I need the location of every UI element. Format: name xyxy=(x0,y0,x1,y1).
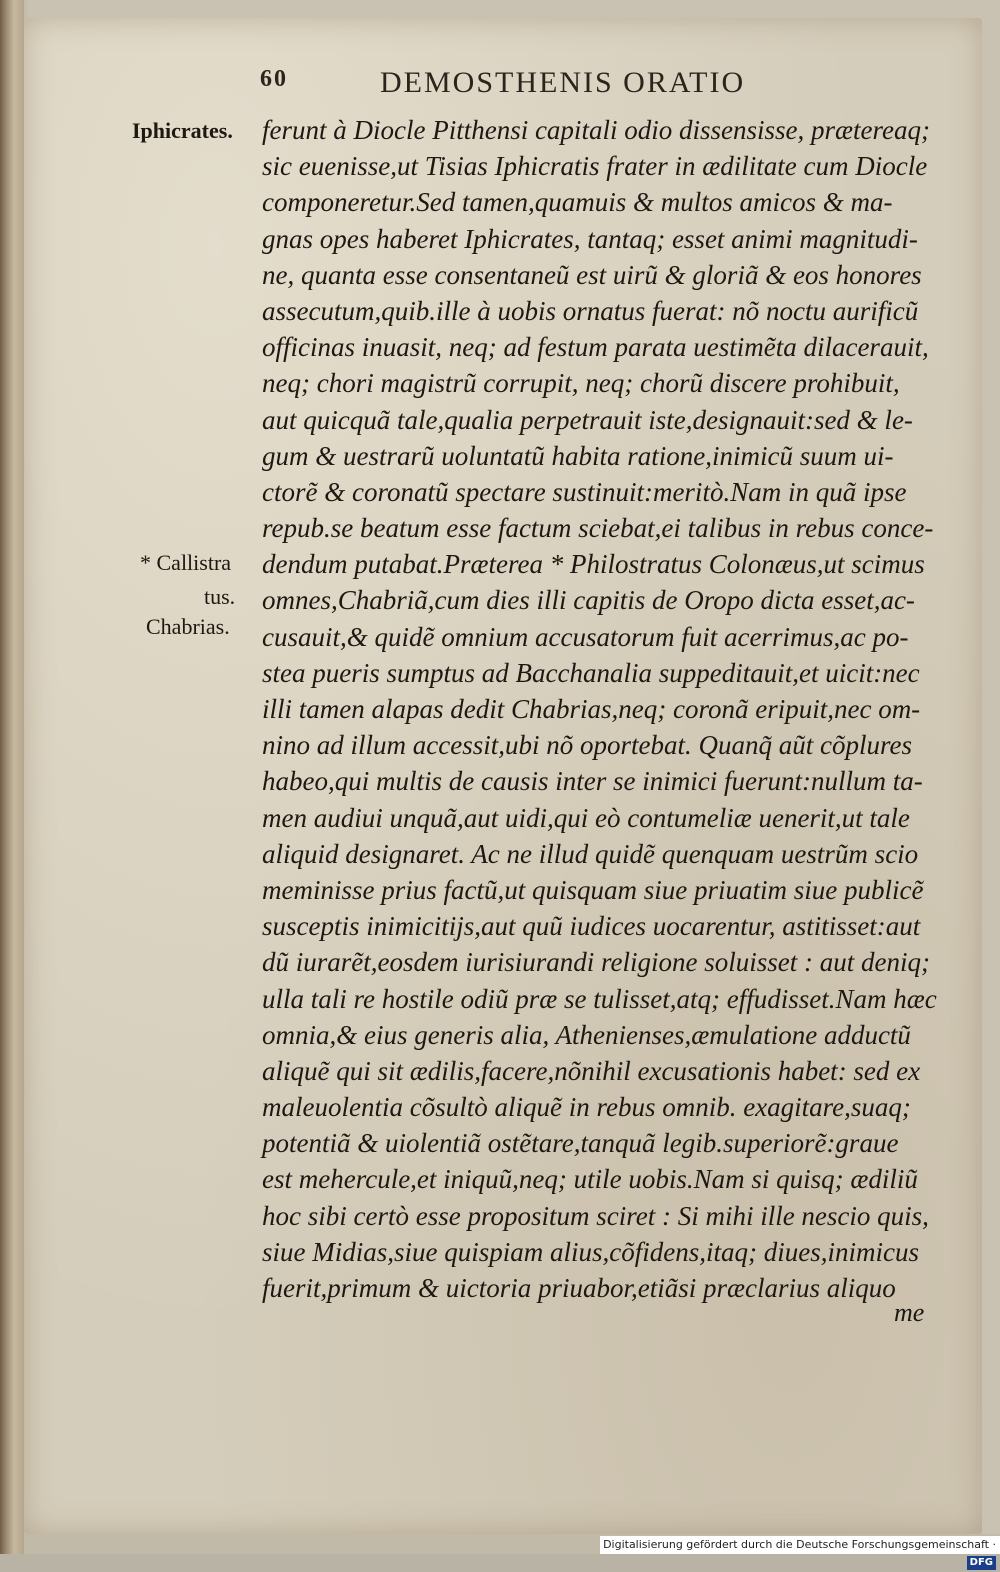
text-line: officinas inuasit, neq; ad festum parata uestimẽta dilacerauit, xyxy=(262,332,929,363)
credit-separator: · xyxy=(992,1538,996,1551)
text-line: dendum putabat.Præterea * Philostratus Colonæus,ut scimus xyxy=(262,549,925,580)
text-line: meminisse prius factũ,ut quisquam siue priuatim siue publicẽ xyxy=(262,874,924,905)
text-line: hoc sibi certò esse propositum sciret : Si mihi ille nescio quis, xyxy=(262,1200,929,1231)
text-line: sic euenisse,ut Tisias Iphicratis frater in ædilitate cum Diocle xyxy=(262,151,928,182)
funding-credit-bar xyxy=(600,1536,1000,1568)
text-line: ferunt à Diocle Pitthensi capitali odio dissensisse, prætereaq; xyxy=(262,115,930,145)
margin-note-chabrias: Chabrias. xyxy=(146,614,230,639)
text-line: aliquẽ qui sit ædilis,facere,nõnihil excusationis habet: sed ex xyxy=(262,1055,921,1086)
catchword: me xyxy=(894,1298,925,1327)
funding-credit-text: Digitalisierung gefördert durch die Deutsche Forschungsgemeinschaft xyxy=(603,1538,989,1551)
text-line: gum & uestrarũ uoluntatũ habita ratione,inimicũ suum ui- xyxy=(262,440,894,471)
text-line: nino ad illum accessit,ubi nõ oportebat. Quanq̃ aũt cõplures xyxy=(262,730,912,761)
text-line: ne, quanta esse consentaneũ est uirũ & gloriã & eos honores xyxy=(262,259,922,290)
dfg-logo-icon: DFG xyxy=(967,1556,996,1570)
text-line: neq; chori magistrũ corrupit, neq; chorũ discere prohibuit, xyxy=(262,368,900,399)
text-line: fuerit,primum & uictoria priuabor,etiãsi præclarius aliquo xyxy=(262,1273,896,1303)
text-line: componeretur.Sed tamen,quamuis & multos amicos & ma- xyxy=(262,187,893,218)
margin-note-callistra: * Callistra xyxy=(140,550,232,575)
text-line: potentiã & uiolentiã ostẽtare,tanquã legib.superiorẽ:graue xyxy=(262,1128,899,1159)
text-line: gnas opes haberet Iphicrates, tantaq; esset animi magnitudi- xyxy=(262,223,918,254)
text-line: omnia,& eius generis alia, Athenienses,æmulatione adductũ xyxy=(262,1019,911,1050)
text-line: men audiui unquã,aut uidi,qui eò contumeliæ uenerit,ut tale xyxy=(262,802,910,833)
text-line: ctorẽ & coronatũ spectare sustinuit:meritò.Nam in quã ipse xyxy=(262,476,907,507)
text-line: repub.se beatum esse factum sciebat,ei talibus in rebus conce- xyxy=(262,513,934,544)
text-line: aut quicquã tale,qualia perpetrauit iste,designauit:sed & le- xyxy=(262,404,913,435)
text-line: assecutum,quib.ille à uobis ornatus fuerat: nõ noctu aurificũ xyxy=(262,295,919,326)
running-head-title: DEMOSTHENIS ORATIO xyxy=(380,66,746,99)
text-line: illi tamen alapas dedit Chabrias,neq; coronã eripuit,nec om- xyxy=(262,694,921,724)
page-binding-edge xyxy=(0,0,24,1554)
text-line: cusauit,& quidẽ omnium accusatorum fuit acerrimus,ac po- xyxy=(262,621,909,652)
text-line: stea pueris sumptus ad Bacchanalia suppeditauit,et uicit:nec xyxy=(262,657,920,688)
margin-note-tus: tus. xyxy=(204,584,236,609)
text-line: aliquid designaret. Ac ne illud quidẽ quenquam uestrũm scio xyxy=(262,838,919,869)
text-line: maleuolentia cõsultò aliquẽ in rebus omnib. exagitare,suaq; xyxy=(262,1092,911,1123)
margin-note-iphicrates: Iphicrates. xyxy=(132,118,233,143)
text-line: habeo,qui multis de causis inter se inimici fuerunt:nullum ta- xyxy=(262,766,923,797)
text-line: est mehercule,et iniquũ,neq; utile uobis.Nam si quisq; ædiliũ xyxy=(262,1164,918,1195)
running-head xyxy=(260,66,820,106)
body-text xyxy=(262,112,942,1306)
text-line: siue Midias,siue quispiam alius,cõfidens,itaq; diues,inimicus xyxy=(262,1236,919,1267)
page-number: 60 xyxy=(260,66,288,92)
text-line: omnes,Chabriã,cum dies illi capitis de Oropo dicta esset,ac- xyxy=(262,585,915,616)
text-line: dũ iurarẽt,eosdem iurisiurandi religione soluisset : aut deniq; xyxy=(262,947,930,978)
text-line: ulla tali re hostile odiũ præ se tulisset,atq; effudisset.Nam hæc xyxy=(262,983,937,1014)
text-line: susceptis inimicitijs,aut quũ iudices uocarentur, astitisset:aut xyxy=(262,911,921,942)
